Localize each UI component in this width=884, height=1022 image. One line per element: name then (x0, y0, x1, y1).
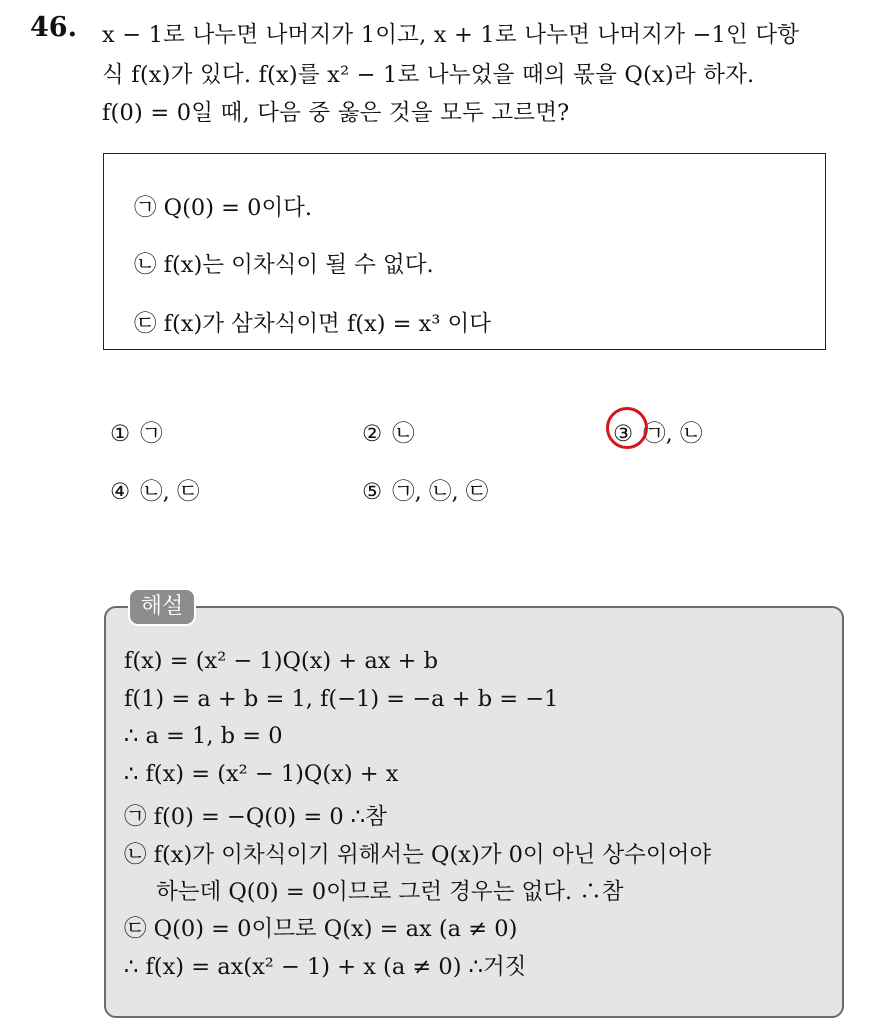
explanation-line-5: ㉠ f(0) = −Q(0) = 0 ∴참 (124, 804, 387, 830)
choice-5[interactable] (362, 474, 488, 506)
choice-text: ㉡, ㉢ (140, 479, 200, 505)
statement-box (103, 153, 826, 350)
explanation-line-9: ∴ f(x) = ax(x² − 1) + x (a ≠ 0) ∴거짓 (124, 954, 527, 980)
statement-3: ㉢ f(x)가 삼차식이면 f(x) = x³ 이다 (134, 311, 492, 337)
explanation-line-4: ∴ f(x) = (x² − 1)Q(x) + x (124, 761, 399, 787)
explanation-tab: 해설 (128, 588, 196, 626)
choice-text: ㉠, ㉡ (643, 421, 703, 447)
choice-number: ① (110, 421, 131, 447)
answer-circle-mark (606, 407, 648, 449)
statement-2: ㉡ f(x)는 이차식이 될 수 없다. (134, 252, 434, 278)
choice-number: ② (362, 421, 383, 447)
choice-4[interactable] (110, 474, 199, 506)
choice-text: ㉡ (392, 421, 415, 447)
statement-1: ㉠ Q(0) = 0이다. (134, 195, 313, 221)
question-number: 46. (30, 12, 77, 43)
question-text-line-2: 식 f(x)가 있다. f(x)를 x² − 1로 나누었을 때의 몫을 Q(x)라 하자. (102, 62, 755, 88)
choice-1[interactable] (110, 416, 163, 448)
choice-number: ⑤ (362, 479, 383, 505)
choice-text: ㉠, ㉡, ㉢ (392, 479, 489, 505)
question-text-line-1: x − 1로 나누면 나머지가 1이고, x + 1로 나누면 나머지가 −1인 다항 (102, 22, 800, 48)
explanation-line-7: 하는데 Q(0) = 0이므로 그런 경우는 없다. ∴참 (156, 879, 624, 905)
choice-text: ㉠ (140, 421, 163, 447)
explanation-line-2: f(1) = a + b = 1, f(−1) = −a + b = −1 (124, 686, 559, 712)
question-text-line-3: f(0) = 0일 때, 다음 중 옳은 것을 모두 고르면? (102, 100, 570, 126)
choice-number: ③ (613, 421, 634, 447)
choice-2[interactable] (362, 416, 415, 448)
explanation-line-3: ∴ a = 1, b = 0 (124, 723, 283, 749)
explanation-line-1: f(x) = (x² − 1)Q(x) + ax + b (124, 648, 438, 674)
explanation-line-6: ㉡ f(x)가 이차식이기 위해서는 Q(x)가 0이 아닌 상수이어야 (124, 842, 712, 868)
choice-number: ④ (110, 479, 131, 505)
explanation-line-8: ㉢ Q(0) = 0이므로 Q(x) = ax (a ≠ 0) (124, 916, 518, 942)
